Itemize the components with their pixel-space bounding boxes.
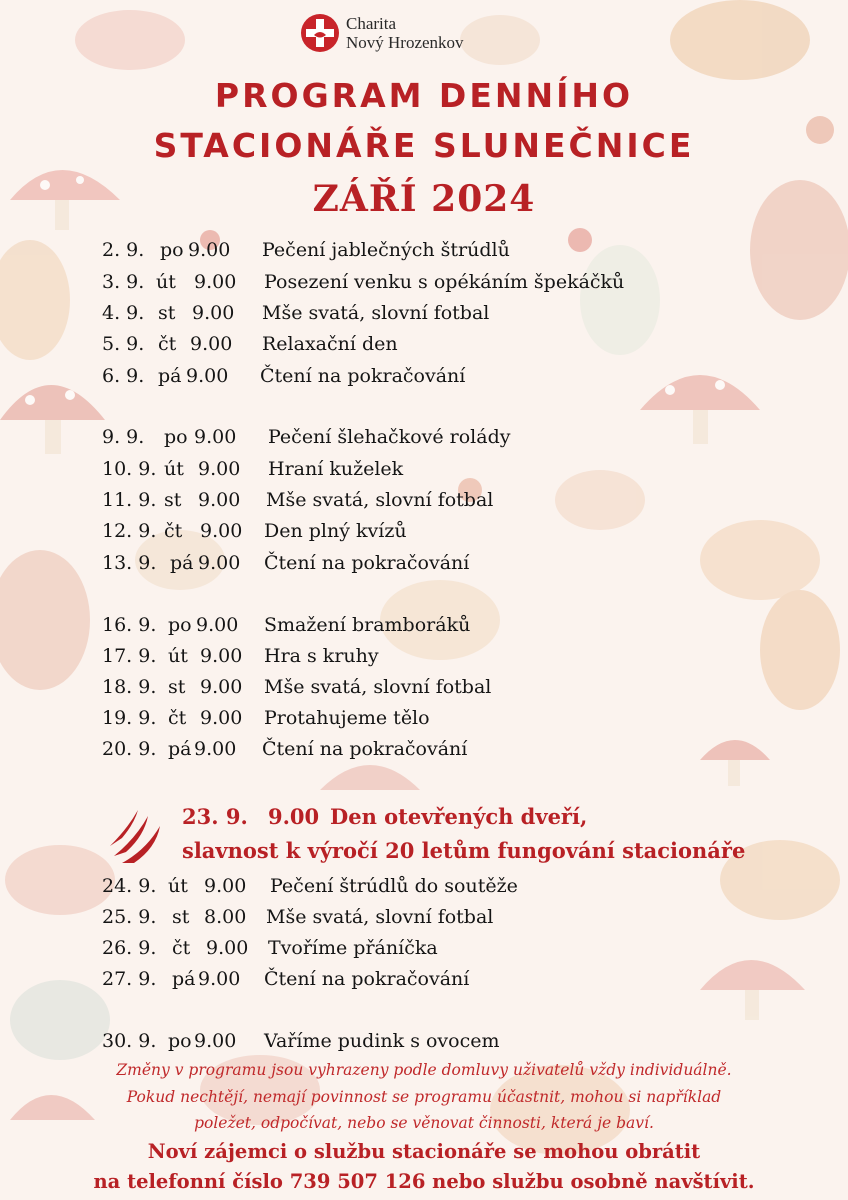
schedule-day: čt [158, 333, 177, 355]
charita-logo [300, 8, 464, 58]
schedule-day: pá [172, 968, 196, 990]
contact-line1: Noví zájemci o službu stacionáře se mohou obrátit [147, 1140, 701, 1163]
schedule-date: 3. 9. [102, 271, 145, 293]
schedule-time: 9.00 [194, 738, 237, 760]
schedule-day: st [164, 489, 182, 511]
schedule-date: 27. 9. [102, 968, 157, 990]
schedule-day: st [172, 906, 190, 928]
schedule-activity: Protahujeme tělo [264, 707, 430, 729]
schedule-date: 6. 9. [102, 365, 145, 387]
schedule-date: 16. 9. [102, 614, 157, 636]
schedule-activity: Pečení štrúdlů do soutěže [270, 875, 518, 897]
mushroom-icon [320, 765, 420, 790]
schedule-activity: Tvoříme přáníčka [268, 937, 438, 959]
schedule-date: 17. 9. [102, 645, 157, 667]
schedule-date: 12. 9. [102, 520, 157, 542]
note-line1: Změny v programu jsou vyhrazeny podle domluvy uživatelů vždy individuálně. [116, 1061, 732, 1079]
schedule-activity: Čtení na pokračování [264, 968, 470, 990]
schedule-time: 9.00 [198, 552, 241, 574]
organization-name [346, 14, 464, 52]
schedule-time: 9.00 [198, 968, 241, 990]
schedule-activity: Hra s kruhy [264, 645, 379, 667]
schedule-time: 9.00 [200, 520, 243, 542]
schedule-time: 9.00 [194, 271, 237, 293]
charita-flame-icon [108, 808, 163, 863]
schedule-day: čt [164, 520, 183, 542]
schedule-activity: Hraní kuželek [268, 458, 404, 480]
schedule-date: 26. 9. [102, 937, 157, 959]
schedule-date: 19. 9. [102, 707, 157, 729]
schedule-activity: Mše svatá, slovní fotbal [262, 302, 490, 324]
schedule-time: 9.00 [186, 365, 229, 387]
schedule-time: 9.00 [194, 426, 237, 448]
schedule-date: 20. 9. [102, 738, 157, 760]
schedule-activity: Pečení šlehačkové rolády [268, 426, 511, 448]
schedule-day: po [164, 426, 188, 448]
schedule-day: út [168, 875, 188, 897]
schedule-day: pá [168, 738, 192, 760]
schedule-day: pá [158, 365, 182, 387]
schedule-time: 9.00 [206, 937, 249, 959]
organization-line1: Charita [346, 14, 397, 33]
schedule-date: 5. 9. [102, 333, 145, 355]
schedule-day: pá [170, 552, 194, 574]
schedule-date: 9. 9. [102, 426, 145, 448]
schedule-day: út [156, 271, 176, 293]
schedule-activity: Posezení venku s opékáním špekáčků [264, 271, 625, 293]
schedule-activity: Smažení bramboráků [264, 614, 471, 636]
schedule-date: 4. 9. [102, 302, 145, 324]
schedule-time: 9.00 [204, 875, 247, 897]
schedule-time: 9.00 [192, 302, 235, 324]
special-event-title: Den otevřených dveří, [330, 804, 588, 829]
schedule-date: 11. 9. [102, 489, 157, 511]
schedule-date: 2. 9. [102, 239, 145, 261]
schedule-time: 9.00 [200, 676, 243, 698]
schedule-date: 13. 9. [102, 552, 157, 574]
schedule-time: 9.00 [200, 645, 243, 667]
schedule-day: čt [168, 707, 187, 729]
schedule-activity: Čtení na pokračování [264, 552, 470, 574]
title-line1: PROGRAM DENNÍHO [214, 76, 634, 115]
special-event-date: 23. 9. [182, 804, 248, 829]
schedule-date: 24. 9. [102, 875, 157, 897]
schedule-time: 9.00 [196, 614, 239, 636]
schedule-day: po [168, 1030, 192, 1052]
note-line3: poležet, odpočívat, nebo se věnovat činnosti, která je baví. [194, 1114, 654, 1132]
schedule-activity: Mše svatá, slovní fotbal [266, 489, 494, 511]
mushroom-icon [700, 960, 805, 1020]
schedule-activity: Čtení na pokračování [260, 365, 466, 387]
schedule-day: út [164, 458, 184, 480]
schedule-day: út [168, 645, 188, 667]
schedule-date: 18. 9. [102, 676, 157, 698]
note-line2: Pokud nechtějí, nemají povinnost se programu účastnit, mohou si například [126, 1088, 722, 1106]
schedule-day: po [168, 614, 192, 636]
contact-line2: na telefonní číslo 739 507 126 nebo službu osobně navštívit. [93, 1170, 755, 1193]
schedule-activity: Den plný kvízů [264, 520, 407, 542]
organization-line2: Nový Hrozenkov [346, 33, 464, 52]
schedule-activity: Mše svatá, slovní fotbal [266, 906, 494, 928]
title-month: ZÁŘÍ 2024 [312, 178, 536, 220]
special-event-line1 [182, 802, 802, 832]
schedule-date: 25. 9. [102, 906, 157, 928]
schedule-time: 9.00 [190, 333, 233, 355]
schedule-time: 9.00 [200, 707, 243, 729]
title-line2: STACIONÁŘE SLUNEČNICE [153, 126, 695, 165]
charita-cross-icon [300, 13, 340, 53]
schedule-date: 10. 9. [102, 458, 157, 480]
schedule-date: 30. 9. [102, 1030, 157, 1052]
schedule-day: st [158, 302, 176, 324]
schedule-day: po [160, 239, 184, 261]
mushroom-icon [640, 375, 760, 444]
schedule-day: čt [172, 937, 191, 959]
mushroom-icon [700, 740, 770, 786]
mushroom-icon [0, 385, 105, 454]
schedule-activity: Mše svatá, slovní fotbal [264, 676, 492, 698]
schedule-day: st [168, 676, 186, 698]
schedule-activity: Pečení jablečných štrúdlů [262, 239, 510, 261]
schedule-time: 9.00 [198, 489, 241, 511]
special-event-subtitle: slavnost k výročí 20 letům fungování stacionáře [182, 838, 746, 863]
schedule-time: 9.00 [198, 458, 241, 480]
schedule-activity: Relaxační den [262, 333, 398, 355]
special-event-time: 9.00 [268, 804, 320, 829]
schedule-time: 9.00 [194, 1030, 237, 1052]
schedule-activity: Vaříme pudink s ovocem [264, 1030, 500, 1052]
schedule-time: 8.00 [204, 906, 247, 928]
schedule-time: 9.00 [188, 239, 231, 261]
schedule-activity: Čtení na pokračování [262, 738, 468, 760]
